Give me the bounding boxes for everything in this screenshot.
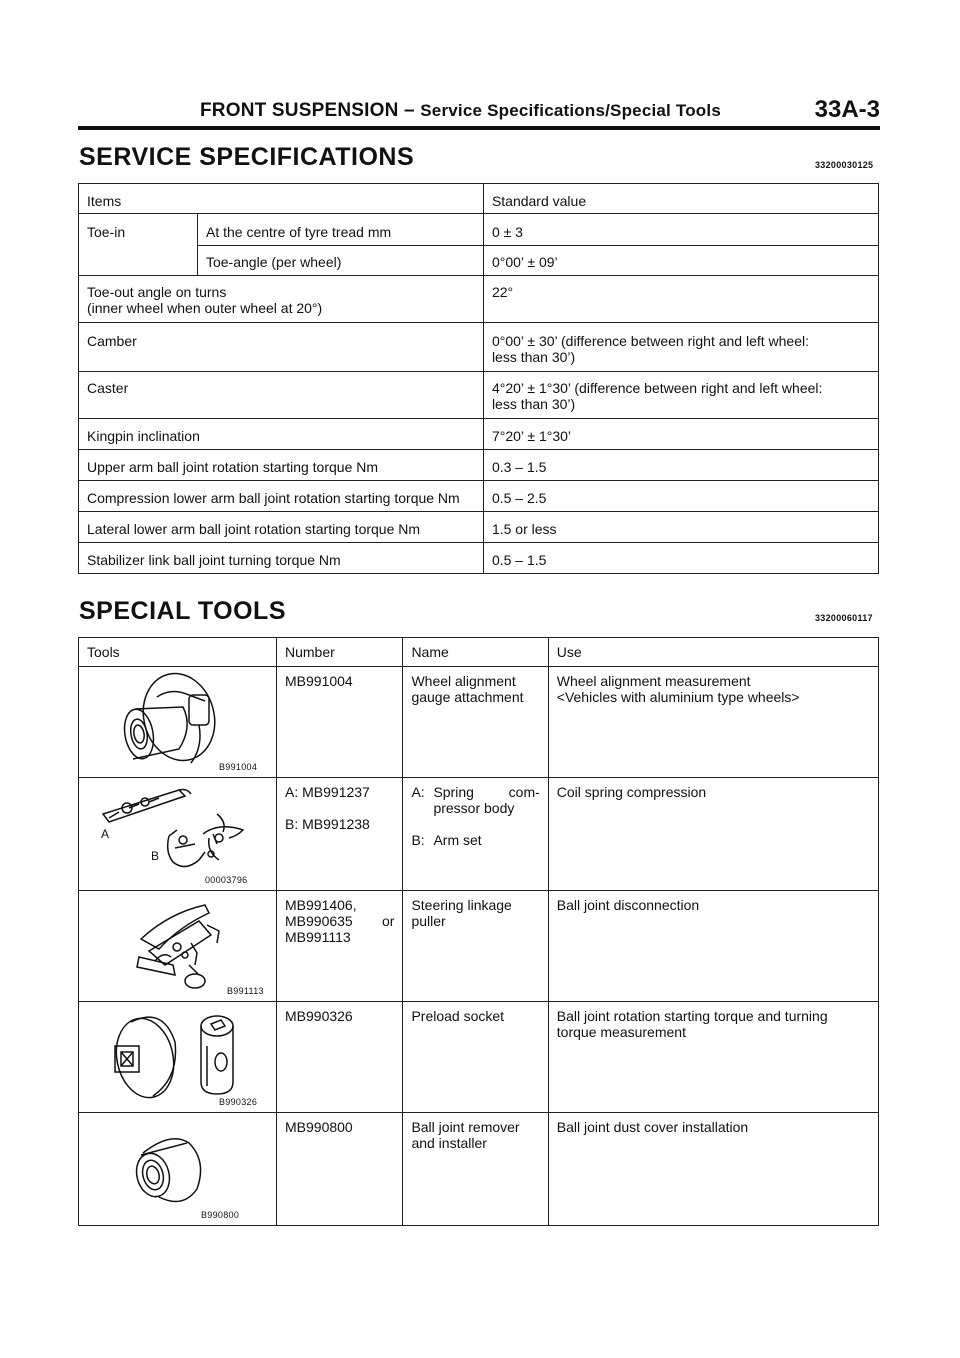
header-rule — [78, 126, 880, 130]
spec-value: 7°20’ ± 1°30’ — [483, 419, 878, 450]
tool-image-cell — [79, 667, 277, 778]
tool-number: MB991004 — [277, 667, 403, 778]
tool-name — [403, 667, 548, 778]
special-tools-table — [78, 637, 879, 1226]
toe-angle-value: 0°00’ ± 09’ — [483, 246, 878, 276]
tool-label-b: B — [151, 849, 160, 863]
tool-image-cell — [79, 1113, 277, 1226]
header-section: FRONT SUSPENSION — [200, 100, 399, 121]
header-dash: – — [403, 100, 415, 121]
table-row — [79, 246, 879, 276]
spec-item: Caster — [79, 372, 484, 419]
tool-number-line — [285, 913, 394, 929]
table-header-row — [79, 184, 879, 214]
header-subtitle: Service Specifications/Special Tools — [420, 101, 721, 120]
table-row — [79, 512, 879, 543]
table-row — [79, 891, 879, 1002]
spec-value: 0.3 – 1.5 — [483, 450, 878, 481]
spec-item-line: (inner wheel when outer wheel at 20°) — [87, 300, 323, 316]
tool-image-code: B990800 — [201, 1210, 240, 1220]
tool-use-line: torque measurement — [556, 1024, 686, 1040]
tool-name-b-text: Arm set — [433, 832, 482, 848]
tool-use: Ball joint dust cover installation — [548, 1113, 878, 1226]
tool-image-cell — [79, 778, 277, 891]
tool-image-code: B991004 — [219, 762, 258, 772]
page-number: 33A-3 — [814, 96, 880, 123]
toe-in-centre-value: 0 ± 3 — [483, 214, 878, 246]
tool-image-code: B991113 — [227, 986, 264, 996]
special-tools-title: SPECIAL TOOLS — [79, 597, 287, 625]
toe-angle-item: Toe-angle (per wheel) — [197, 246, 483, 276]
table-row — [79, 778, 879, 891]
tool-image-code: 00003796 — [205, 875, 248, 885]
col-header-name: Name — [403, 638, 548, 667]
spec-value-line: 4°20’ ± 1°30’ (difference between right and left wheel: — [491, 380, 823, 396]
tool-number: MB990326 — [277, 1002, 403, 1113]
tool-number-part: or — [381, 913, 395, 929]
spec-value: 1.5 or less — [483, 512, 878, 543]
spec-item — [79, 276, 484, 323]
table-row — [79, 1002, 879, 1113]
table-row — [79, 214, 879, 246]
spec-item: Compression lower arm ball joint rotation starting torque Nm — [79, 481, 484, 512]
table-row — [79, 450, 879, 481]
tool-name-a-word: com- — [508, 784, 540, 800]
spec-item-line: Toe-out angle on turns — [87, 284, 227, 300]
tool-name — [403, 1113, 548, 1226]
tool-number-line: MB991406, — [285, 897, 357, 913]
tool-name-a — [411, 784, 539, 816]
spec-item: Upper arm ball joint rotation starting torque Nm — [79, 450, 484, 481]
spec-value-line: 0°00’ ± 30’ (difference between right and left wheel: — [491, 333, 810, 349]
tool-image-cell — [79, 1002, 277, 1113]
tool-name-line: puller — [411, 913, 446, 929]
tool-name-line: Steering linkage — [411, 897, 512, 913]
tool-use — [548, 1002, 878, 1113]
spec-value — [483, 372, 878, 419]
tool-label-a: A — [101, 827, 110, 841]
table-row — [79, 543, 879, 574]
ball-joint-remover-icon — [79, 1113, 276, 1225]
tool-name — [403, 891, 548, 1002]
tool-name-a-word: Spring — [433, 784, 474, 800]
page-header — [78, 98, 880, 126]
tool-number-line: MB991113 — [285, 929, 351, 945]
tool-use: Ball joint disconnection — [548, 891, 878, 1002]
tool-use-line: <Vehicles with aluminium type wheels> — [556, 689, 800, 705]
spec-value: 0.5 – 1.5 — [483, 543, 878, 574]
tool-use — [548, 667, 878, 778]
table-row — [79, 1113, 879, 1226]
spec-value: 22° — [483, 276, 878, 323]
tool-image-code: B990326 — [219, 1097, 258, 1107]
tool-number-a: A: MB991237 — [285, 784, 370, 800]
table-row — [79, 372, 879, 419]
service-specifications-title: SERVICE SPECIFICATIONS — [79, 143, 415, 171]
table-row — [79, 667, 879, 778]
tool-name — [403, 778, 548, 891]
col-header-tools: Tools — [79, 638, 277, 667]
service-specifications-table — [78, 183, 879, 574]
spec-item: Camber — [79, 323, 484, 372]
tool-name-a-key: A: — [411, 784, 425, 800]
tool-use-line: Ball joint rotation starting torque and turning — [556, 1008, 828, 1024]
tool-number — [277, 778, 403, 891]
tool-name-a-line — [433, 784, 539, 800]
col-header-use: Use — [548, 638, 878, 667]
tool-name-b — [411, 832, 539, 848]
table-row — [79, 419, 879, 450]
tool-number — [277, 891, 403, 1002]
tool-number: MB990800 — [277, 1113, 403, 1226]
spec-item: Kingpin inclination — [79, 419, 484, 450]
spec-item: Lateral lower arm ball joint rotation starting torque Nm — [79, 512, 484, 543]
tool-number-part: MB990635 — [285, 913, 353, 929]
tool-use: Coil spring compression — [548, 778, 878, 891]
spec-value: 0.5 – 2.5 — [483, 481, 878, 512]
tool-image-cell — [79, 891, 277, 1002]
tool-use-line: Wheel alignment measurement — [556, 673, 751, 689]
special-tools-code: 33200060117 — [815, 613, 873, 623]
toe-in-label: Toe-in — [79, 214, 198, 276]
header-title — [200, 100, 721, 122]
tool-name-line: Wheel alignment — [411, 673, 516, 689]
table-row — [79, 481, 879, 512]
tool-number-b: B: MB991238 — [285, 816, 370, 832]
tool-name-line: gauge attachment — [411, 689, 524, 705]
tool-name-line: Ball joint remover — [411, 1119, 520, 1135]
table-header-row — [79, 638, 879, 667]
col-header-number: Number — [277, 638, 403, 667]
tool-name-a-line: pressor body — [433, 800, 515, 816]
spec-item: Stabilizer link ball joint turning torque Nm — [79, 543, 484, 574]
table-row — [79, 276, 879, 323]
spec-value — [483, 323, 878, 372]
tool-name-line: and installer — [411, 1135, 487, 1151]
col-header-standard-value: Standard value — [483, 184, 878, 214]
toe-in-centre-item: At the centre of tyre tread mm — [197, 214, 483, 246]
table-row — [79, 323, 879, 372]
col-header-items: Items — [79, 184, 484, 214]
spec-value-line: less than 30’) — [491, 349, 576, 365]
spec-value-line: less than 30’) — [491, 396, 576, 412]
tool-name-b-key: B: — [411, 832, 425, 848]
service-specifications-code: 33200030125 — [815, 160, 874, 170]
tool-name: Preload socket — [403, 1002, 548, 1113]
